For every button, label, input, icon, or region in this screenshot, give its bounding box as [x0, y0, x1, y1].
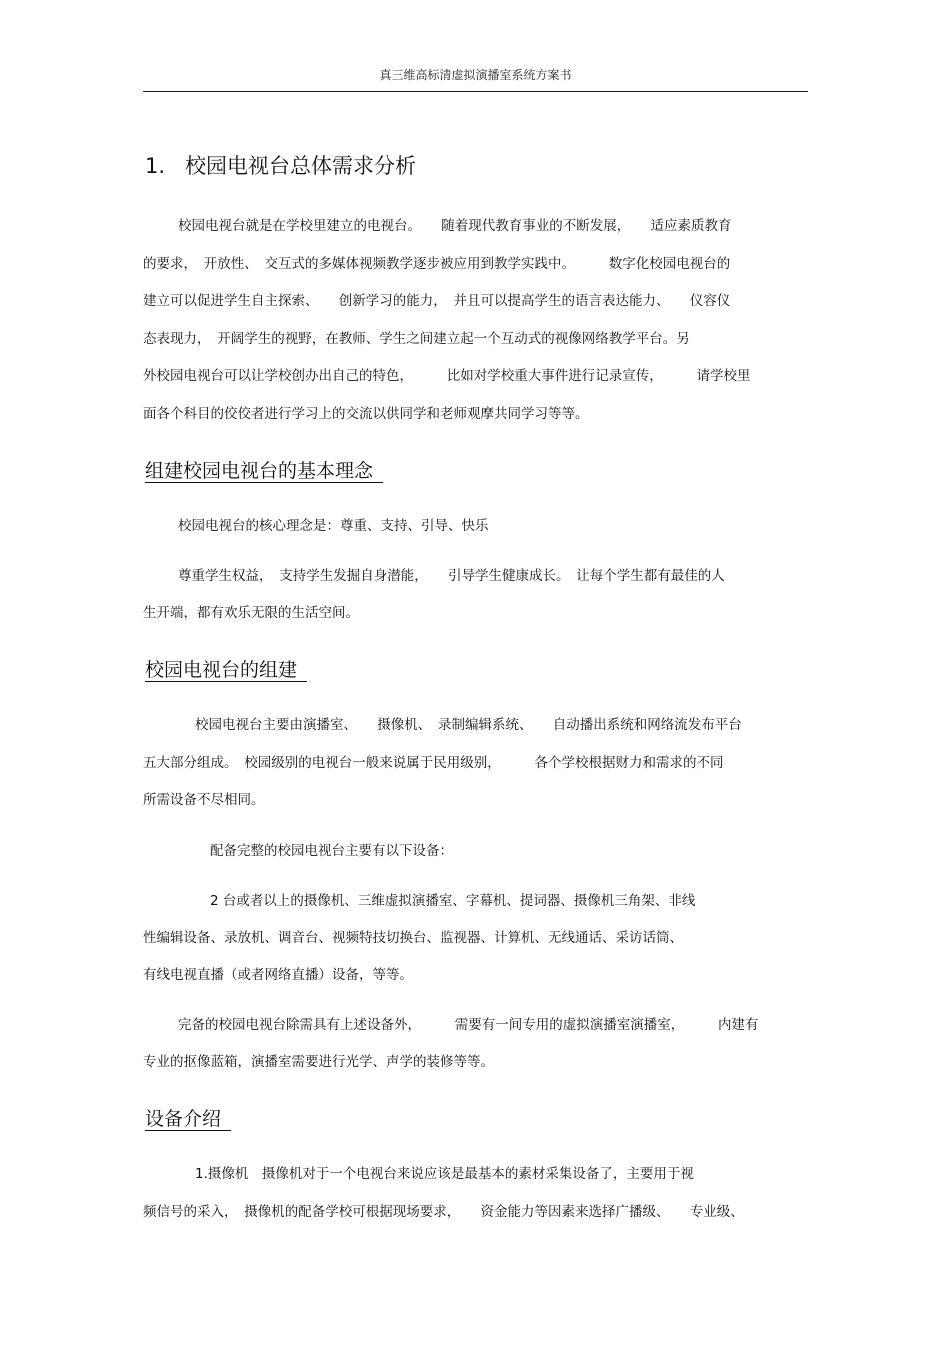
paragraph-line: 校园电视台就是在学校里建立的电视台。 随着现代教育事业的不断发展， 适应素质教育 — [178, 218, 732, 234]
paragraph-line: 所需设备不尽相同。 — [143, 792, 265, 808]
paragraph-line: 1.摄像机 摄像机对于一个电视台来说应该是最基本的素材采集设备了，主要用于视 — [195, 1166, 694, 1182]
paragraph-line: 2 台或者以上的摄像机、三维虚拟演播室、字幕机、提词器、摄像机三角架、非线 — [210, 893, 696, 909]
paragraph-line: 态表现力， 开阔学生的视野，在教师、学生之间建立起一个互动式的视像网络教学平台。另 — [143, 331, 690, 347]
section-heading-3: 校园电视台的组建 — [145, 659, 307, 682]
paragraph-line: 校园电视台主要由演播室、 摄像机、 录制编辑系统、 自动播出系统和网络流发布平台 — [195, 717, 742, 733]
section-heading-2: 组建校园电视台的基本理念 — [145, 460, 383, 483]
section-heading-1 — [145, 150, 416, 180]
paragraph-line: 完备的校园电视台除需具有上述设备外， 需要有一间专用的虚拟演播室演播室， 内建有 — [178, 1017, 759, 1033]
paragraph-line: 五大部分组成。 校园级别的电视台一般来说属于民用级别， 各个学校根据财力和需求的不同 — [143, 755, 724, 771]
paragraph-line: 外校园电视台可以让学校创办出自己的特色， 比如对学校重大事件进行记录宣传， 请学校里 — [143, 368, 751, 384]
paragraph-line: 的要求， 开放性、 交互式的多媒体视频教学逐步被应用到教学实践中。 数字化校园电视台的 — [143, 256, 731, 272]
paragraph-line: 尊重学生权益， 支持学生发掘自身潜能， 引导学生健康成长。 让每个学生都有最佳的人 — [178, 568, 725, 584]
paragraph-line: 校园电视台的核心理念是：尊重、支持、引导、快乐 — [178, 518, 489, 534]
paragraph-line: 性编辑设备、录放机、调音台、视频特技切换台、监视器、计算机、无线通话、采访话筒、 — [143, 930, 683, 946]
paragraph-line: 专业的抠像蓝箱，演播室需要进行光学、声学的装修等等。 — [143, 1054, 494, 1070]
section-title: 校园电视台总体需求分析 — [185, 154, 416, 178]
paragraph-line: 面各个科目的佼佼者进行学习上的交流以供同学和老师观摩共同学习等等。 — [143, 406, 589, 422]
paragraph-line: 生开端，都有欢乐无限的生活空间。 — [143, 605, 359, 621]
paragraph-line: 频信号的采入， 摄像机的配备学校可根据现场要求， 资金能力等因素来选择广播级、 专业级、 — [143, 1204, 744, 1220]
running-header: 真三维高标清虚拟演播室系统方案书 — [379, 68, 572, 82]
section-heading-4: 设备介绍 — [145, 1108, 231, 1131]
paragraph-line: 有线电视直播（或者网络直播）设备，等等。 — [143, 967, 413, 983]
paragraph-line: 配备完整的校园电视台主要有以下设备： — [210, 843, 453, 859]
section-number: 1. — [145, 154, 166, 178]
header-rule — [143, 91, 808, 92]
paragraph-line: 建立可以促进学生自主探索、 创新学习的能力， 并且可以提高学生的语言表达能力、 仪容仪 — [143, 293, 731, 309]
